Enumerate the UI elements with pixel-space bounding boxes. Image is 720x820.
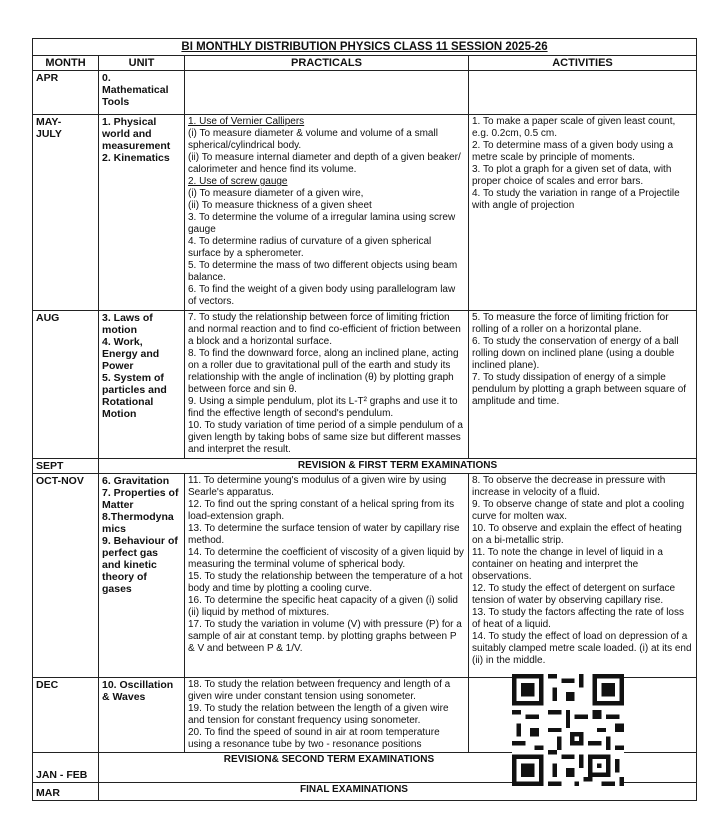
activity-item: 7. To study dissipation of energy of a simple pendulum by plotting a graph between square of amplitude and time. [472,372,687,407]
activity-item: 4. To study the variation in range of a Projectile with angle of projection [472,188,680,211]
row-oct-nov [33,474,697,678]
unit-line: mics [102,523,126,535]
practical-item: 18. To study the relation between frequency and length of a given wire under constant tension using sonometer. [188,679,451,702]
unit-line: & Waves [102,691,146,703]
month-line: MAY- [36,116,62,128]
unit-line: world and [102,128,152,140]
practical-item: (ii) To measure thickness of a given sheet [188,200,372,211]
unit-line: Tools [102,96,130,108]
unit-may-july [99,115,185,311]
unit-oct-nov [99,474,185,678]
month-aug: AUG [33,311,99,459]
sept-exam-label: REVISION & FIRST TERM EXAMINATIONS [99,459,697,474]
activity-item: 13. To study the factors affecting the rate of loss of heat of a liquid. [472,607,684,630]
unit-aug [99,311,185,459]
activities-may-july [469,115,697,311]
unit-line: particles and [102,384,167,396]
unit-line: measurement [102,140,171,152]
unit-line: 4. Work, [102,336,143,348]
unit-line: Rotational [102,396,154,408]
activities-apr [469,71,697,115]
activity-item: 10. To observe and explain the effect of heating on a bi-metallic strip. [472,523,682,546]
practical-item: 15. To study the relationship between the temperature of a hot body and time by plotting a cooling curve. [188,571,463,594]
month-mar: MAR [33,783,99,801]
unit-line: 10. Oscillation [102,679,174,691]
activity-item: 14. To study the effect of load on depression of a suitably clamped metre scale loaded. (i) at its end (ii) in the middle. [472,631,692,666]
unit-line: 7. Properties of [102,487,179,499]
practicals-dec [185,678,469,753]
practical-item: 17. To study the variation in volume (V) with pressure (P) for a sample of air at constant temp. by plotting graphs between P & V and between P & 1/V. [188,619,462,654]
unit-line: Energy and [102,348,160,360]
unit-line: motion [102,324,137,336]
month-apr: APR [33,71,99,115]
month-oct-nov: OCT-NOV [33,474,99,678]
activities-aug [469,311,697,459]
activity-item: 6. To study the conservation of energy of a ball rolling down on inclined plane (using a double inclined plane). [472,336,679,371]
unit-line: 6. Gravitation [102,475,170,487]
unit-line: 0. [102,72,111,84]
unit-line: theory of [102,571,147,583]
practical-item: 20. To find the speed of sound in air at room temperature using a resonance tube by two - resonance positions [188,727,440,750]
practical-item: 7. To study the relationship between force of limiting friction and normal reaction and to find co-efficient of friction between a block and a horizontal surface. [188,312,461,347]
practicals-oct-nov [185,474,469,678]
activity-item: 12. To study the effect of detergent on surface tension of water by observing capillary rise. [472,583,676,606]
activity-item: 3. To plot a graph for a given set of data, with proper choice of scales and error bars. [472,164,672,187]
activity-item: 9. To observe change of state and plot a cooling curve for molten wax. [472,499,685,522]
activity-item: 1. To make a paper scale of given least count, e.g. 0.2cm, 0.5 cm. [472,116,676,139]
unit-line: 9. Behaviour of [102,535,178,547]
unit-line: 8.Thermodyna [102,511,174,523]
unit-line: gases [102,583,132,595]
practical-item: 12. To find out the spring constant of a helical spring from its load-extension graph. [188,499,455,522]
row-may-july [33,115,697,311]
header-month: MONTH [33,56,99,71]
practical-item: 4. To determine radius of curvature of a given spherical surface by a spherometer. [188,236,432,259]
practical-item: 8. To find the downward force, along an inclined plane, acting on a roller due to gravitational pull of the earth and study its relationship with the angle of inclination (θ) by plotting graph between force and sin θ. [188,348,459,395]
row-sept [33,459,697,474]
unit-dec [99,678,185,753]
unit-line: Motion [102,408,137,420]
practical-item: 19. To study the relation between the length of a given wire and tension for constant frequency using sonometer. [188,703,449,726]
practical-item: 16. To determine the specific heat capacity of a given (i) solid (ii) liquid by method of mixtures. [188,595,458,618]
header-practicals: PRACTICALS [185,56,469,71]
document-title: BI MONTHLY DISTRIBUTION PHYSICS CLASS 11 SESSION 2025-26 [33,39,697,56]
practicals-apr [185,71,469,115]
practical-item: 3. To determine the volume of a irregular lamina using screw gauge [188,212,456,235]
unit-line: perfect gas [102,547,159,559]
unit-line: Power [102,360,134,372]
activities-oct-nov [469,474,697,678]
practicals-may-july [185,115,469,311]
qr-code [512,674,624,786]
unit-line: 5. System of [102,372,164,384]
unit-line: 2. Kinematics [102,152,170,164]
activity-item: 2. To determine mass of a given body using a metre scale by principle of moments. [472,140,674,163]
activity-item: 8. To observe the decrease in pressure with increase in velocity of a fluid. [472,475,666,498]
practical-item: (ii) To measure internal diameter and depth of a given beaker/ calorimeter and hence find its volume. [188,152,461,175]
unit-line: Matter [102,499,134,511]
activity-item: 11. To note the change in level of liquid in a container on heating and interpret the observations. [472,547,663,582]
header-activities: ACTIVITIES [469,56,697,71]
unit-apr [99,71,185,115]
practical-item: 5. To determine the mass of two different objects using beam balance. [188,260,458,283]
month-line: JULY [36,128,62,140]
practical-item: 9. Using a simple pendulum, plot its L-T² graphs and use it to find the effective length of second's pendulum. [188,396,458,419]
practicals-aug [185,311,469,459]
practical-item: (i) To measure diameter of a given wire, [188,188,364,199]
month-sept: SEPT [33,459,99,474]
practical-item: 6. To find the weight of a given body using parallelogram law of vectors. [188,284,456,307]
row-apr [33,71,697,115]
header-unit: UNIT [99,56,185,71]
jan-exam-label: REVISION& SECOND TERM EXAMINATIONS [99,753,697,783]
unit-line: Mathematical [102,84,169,96]
final-exam-label: FINAL EXAMINATIONS [99,783,697,801]
unit-line: and kinetic [102,559,157,571]
row-aug [33,311,697,459]
practical-item: (i) To measure diameter & volume and volume of a small spherical/cylindrical body. [188,128,438,151]
activity-item: 5. To measure the force of limiting friction for rolling of a roller on a horizontal plane. [472,312,669,335]
practical-item: 2. Use of screw gauge [188,176,288,187]
unit-line: 3. Laws of [102,312,153,324]
unit-line: 1. Physical [102,116,157,128]
practical-item: 13. To determine the surface tension of water by capillary rise method. [188,523,460,546]
month-may-july [33,115,99,311]
practical-item: 10. To study variation of time period of a simple pendulum of a given length by taking bobs of same size but different masses and interpret the result. [188,420,463,455]
practical-item: 14. To determine the coefficient of viscosity of a given liquid by measuring the terminal volume of spherical body. [188,547,464,570]
month-dec: DEC [33,678,99,753]
month-jan-feb: JAN - FEB [33,753,99,783]
practical-item: 1. Use of Vernier Callipers [188,116,305,127]
practical-item: 11. To determine young's modulus of a given wire by using Searle's apparatus. [188,475,447,498]
